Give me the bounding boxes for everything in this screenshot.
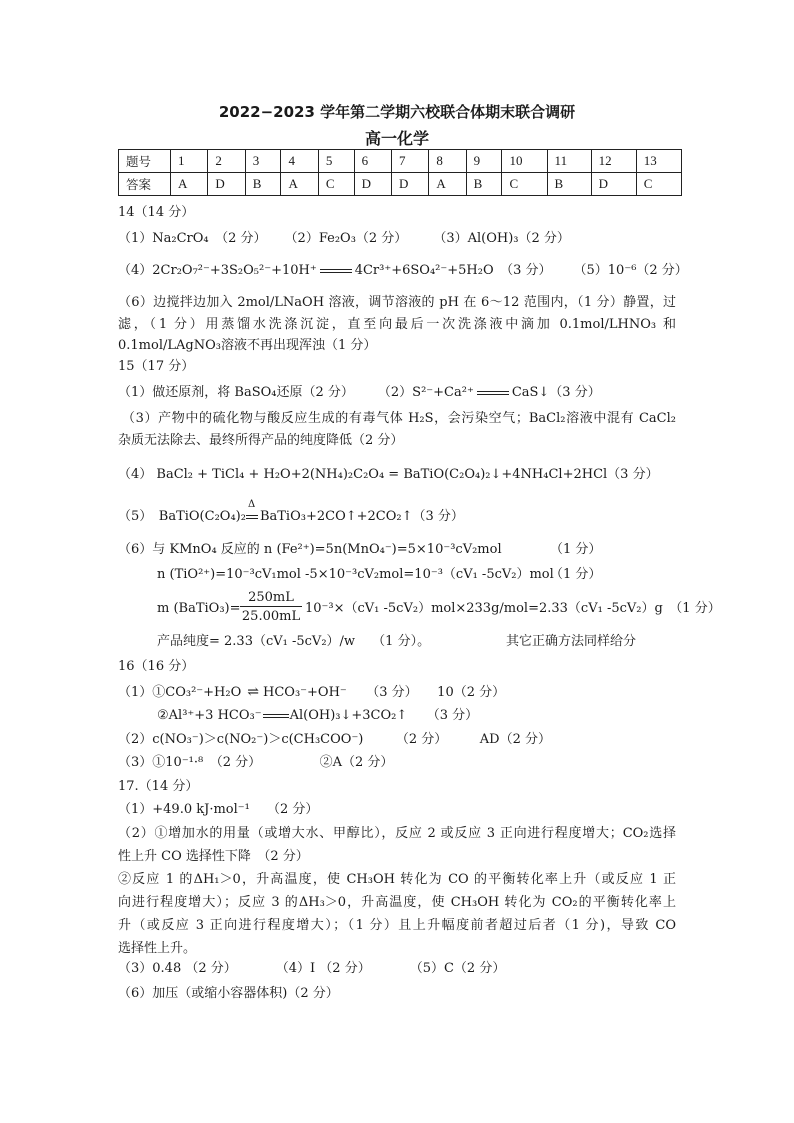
table-cell: C (318, 173, 354, 196)
q14-part6-line2: 滤，（1 分）用蒸馏水洗涤沉淀，直至向最后一次洗涤液中滴加 0.1mol/LHNO₃ 和 (118, 317, 676, 332)
q14-part6-line1: （6）边搅拌边加入 2mol/LNaOH 溶液，调节溶液的 pH 在 6～12 范围内，（1 分）静置，过 (118, 295, 676, 310)
q14-part2-answer: （2）Fe₂O₃（2 分） (284, 231, 408, 246)
equals-sign-icon (320, 269, 352, 273)
q17-part2-line5: 升（或反应 3 正向进行程度增大）；（1 分）且上升幅度前者超过后者（1 分)，导致 CO (118, 918, 676, 933)
q15-part3-line2: 杂质无法除去、最终所得产品的纯度降低（2 分） (118, 433, 404, 448)
q15-part1-answer: （1）做还原剂，将 BaSO₄还原（2 分） (118, 385, 354, 400)
row-header-number: 题号 (119, 150, 171, 173)
q14-part4-reactants: （4）2Cr₂O₇²⁻+3S₂O₅²⁻+10H⁺ (118, 263, 317, 278)
q17-part1: （1）+49.0 kJ·mol⁻¹ （2 分） (118, 802, 319, 817)
q17-heading: 17.（14 分） (118, 779, 199, 794)
table-cell: A (171, 173, 208, 196)
q14-part5-answer: （5）10⁻⁶（2 分） (573, 263, 688, 278)
q15-part5-reactant: （5） BaTiO(C₂O₄)₂ (118, 509, 246, 524)
table-cell: B (245, 173, 281, 196)
q16-part1b-reactants: ②Al³⁺+3 HCO₃⁻ (157, 708, 262, 723)
q15-part1-2 (118, 383, 601, 403)
table-cell: 7 (391, 150, 428, 173)
table-cell: C (636, 173, 681, 196)
q15-scoring-note: 其它正确方法同样给分 (506, 634, 637, 649)
q15-part5 (118, 499, 464, 527)
table-cell: C (502, 173, 547, 196)
q17-part3-5: （3）0.48 （2 分） （4）Ⅰ （2 分） （5）C（2 分） (118, 961, 506, 976)
q15-part2-products: CaS↓（3 分） (511, 385, 601, 400)
q14-heading: 14（14 分） (118, 205, 195, 220)
q15-part3-line1: （3）产物中的硫化物与酸反应生成的有毒气体 H₂S，会污染空气；BaCl₂溶液中混有 CaCl₂ (122, 411, 676, 426)
fraction-denominator: 25.00mL (240, 606, 302, 626)
table-cell: 9 (466, 150, 502, 173)
q15-part6-line2-score: （1 分） (550, 567, 602, 582)
q16-part2: （2）c(NO₃⁻)＞c(NO₂⁻)＞c(CH₃COO⁻) （2 分） AD（2 分） (118, 732, 551, 747)
q15-part4: （4） BaCl₂ + TiCl₄ + H₂O+2(NH₄)₂C₂O₄ = BaTiO(C₂O₄)₂↓+4NH₄Cl+2HCl（3 分） (118, 467, 659, 482)
q16-heading: 16（16 分） (118, 659, 195, 674)
q15-part6-line4: 产品纯度= 2.33（cV₁ -5cV₂）/w （1 分）。 (157, 634, 431, 649)
page-subtitle: 高一化学 (364, 129, 429, 148)
q15-heading: 15（17 分） (118, 359, 195, 374)
q16-part1-line2 (157, 706, 478, 726)
table-cell: 11 (547, 150, 591, 173)
q14-part6-line3: 0.1mol/LAgNO₃溶液不再出现浑浊（1 分） (118, 338, 377, 353)
answer-table (118, 149, 682, 196)
table-cell: A (281, 173, 318, 196)
table-cell: 1 (171, 150, 208, 173)
q17-part6: （6）加压（或缩小容器体积)（2 分） (118, 986, 339, 1001)
q15-fraction (240, 589, 302, 626)
q16-part1-products: HCO₃⁻+OH⁻ （3 分） 10（2 分） (263, 685, 506, 700)
table-cell: 3 (245, 150, 281, 173)
delta-icon: Δ (247, 499, 256, 510)
table-cell: 8 (429, 150, 466, 173)
q14-part4-products: 4Cr³⁺+6SO₄²⁻+5H₂O （3 分） (354, 263, 552, 278)
table-cell: D (208, 173, 245, 196)
fraction-numerator: 250mL (248, 590, 294, 605)
page-title: 2022−2023 学年第二学期六校联合体期末联合调研 (218, 103, 576, 121)
q14-part1-answer: （1）Na₂CrO₄ （2 分） (118, 231, 267, 246)
table-cell: 6 (354, 150, 391, 173)
q17-part2-line4: 向进行程度增大）；反应 3 的ΔH₃＞0，升高温度，使 CH₃OH 转化为 CO₂的平衡转化率上 (118, 895, 676, 910)
table-cell: 10 (502, 150, 547, 173)
heat-equals-sign (246, 499, 260, 527)
q17-part2-line3: ②反应 1 的ΔH₁＞0，升高温度，使 CH₃OH 转化为 CO 的平衡转化率上升（或反应 1 正 (118, 872, 676, 887)
table-cell: D (354, 173, 391, 196)
q15-part6-line1: （6）与 KMnO₄ 反应的 n (Fe²⁺)=5n(MnO₄⁻)=5×10⁻³cV₂mol (118, 542, 502, 557)
reversible-arrow-icon: ⇌ (247, 684, 257, 700)
equals-sign-icon (246, 515, 258, 519)
q15-part2-reactants: （2）S²⁻+Ca²⁺ (377, 385, 474, 400)
q16-part1b-products: Al(OH)₃↓+3CO₂↑ （3 分） (289, 708, 479, 723)
table-cell: 12 (591, 150, 636, 173)
table-cell: 4 (281, 150, 318, 173)
q16-part1-line1 (118, 682, 505, 703)
q15-part6-line2: n (TiO²⁺)=10⁻³cV₁mol -5×10⁻³cV₂mol=10⁻³（cV₁ -5cV₂）mol (157, 567, 554, 582)
q15-part6-line3-label: m (BaTiO₃)= (157, 601, 241, 616)
q17-part2-line6: 选择性上升。 (118, 941, 197, 956)
q15-part6-line1-score: （1 分） (550, 542, 602, 557)
equals-sign-icon (263, 714, 289, 718)
equals-sign-icon (477, 391, 509, 395)
table-cell: B (547, 173, 591, 196)
table-cell: 13 (636, 150, 681, 173)
table-cell: D (391, 173, 428, 196)
table-cell: D (591, 173, 636, 196)
table-cell: 2 (208, 150, 245, 173)
table-cell: 5 (318, 150, 354, 173)
q14-part4 (118, 261, 688, 281)
q16-part1-reactants: （1）①CO₃²⁻+H₂O (118, 685, 242, 700)
q14-part1 (118, 229, 570, 249)
q16-part3: （3）①10⁻¹·⁸ （2 分） ②A（2 分） (118, 755, 394, 770)
q14-part3-answer: （3）Al(OH)₃（2 分） (433, 231, 570, 246)
q17-part2-line1: （2）①增加水的用量（或增大水、甲醇比），反应 2 或反应 3 正向进行程度增大；CO₂选择 (118, 826, 676, 841)
q15-part6-line3-rest: 10⁻³×（cV₁ -5cV₂）mol×233g/mol=2.33（cV₁ -5cV₂）g （1 分） (305, 601, 721, 616)
table-cell: B (466, 173, 502, 196)
q17-part2-line2: 性上升 CO 选择性下降 （2 分） (118, 849, 309, 864)
table-row (119, 173, 682, 196)
table-row (119, 150, 682, 173)
table-cell: A (429, 173, 466, 196)
row-header-answer: 答案 (119, 173, 171, 196)
q15-part5-products: BaTiO₃+2CO↑+2CO₂↑（3 分） (259, 509, 464, 524)
